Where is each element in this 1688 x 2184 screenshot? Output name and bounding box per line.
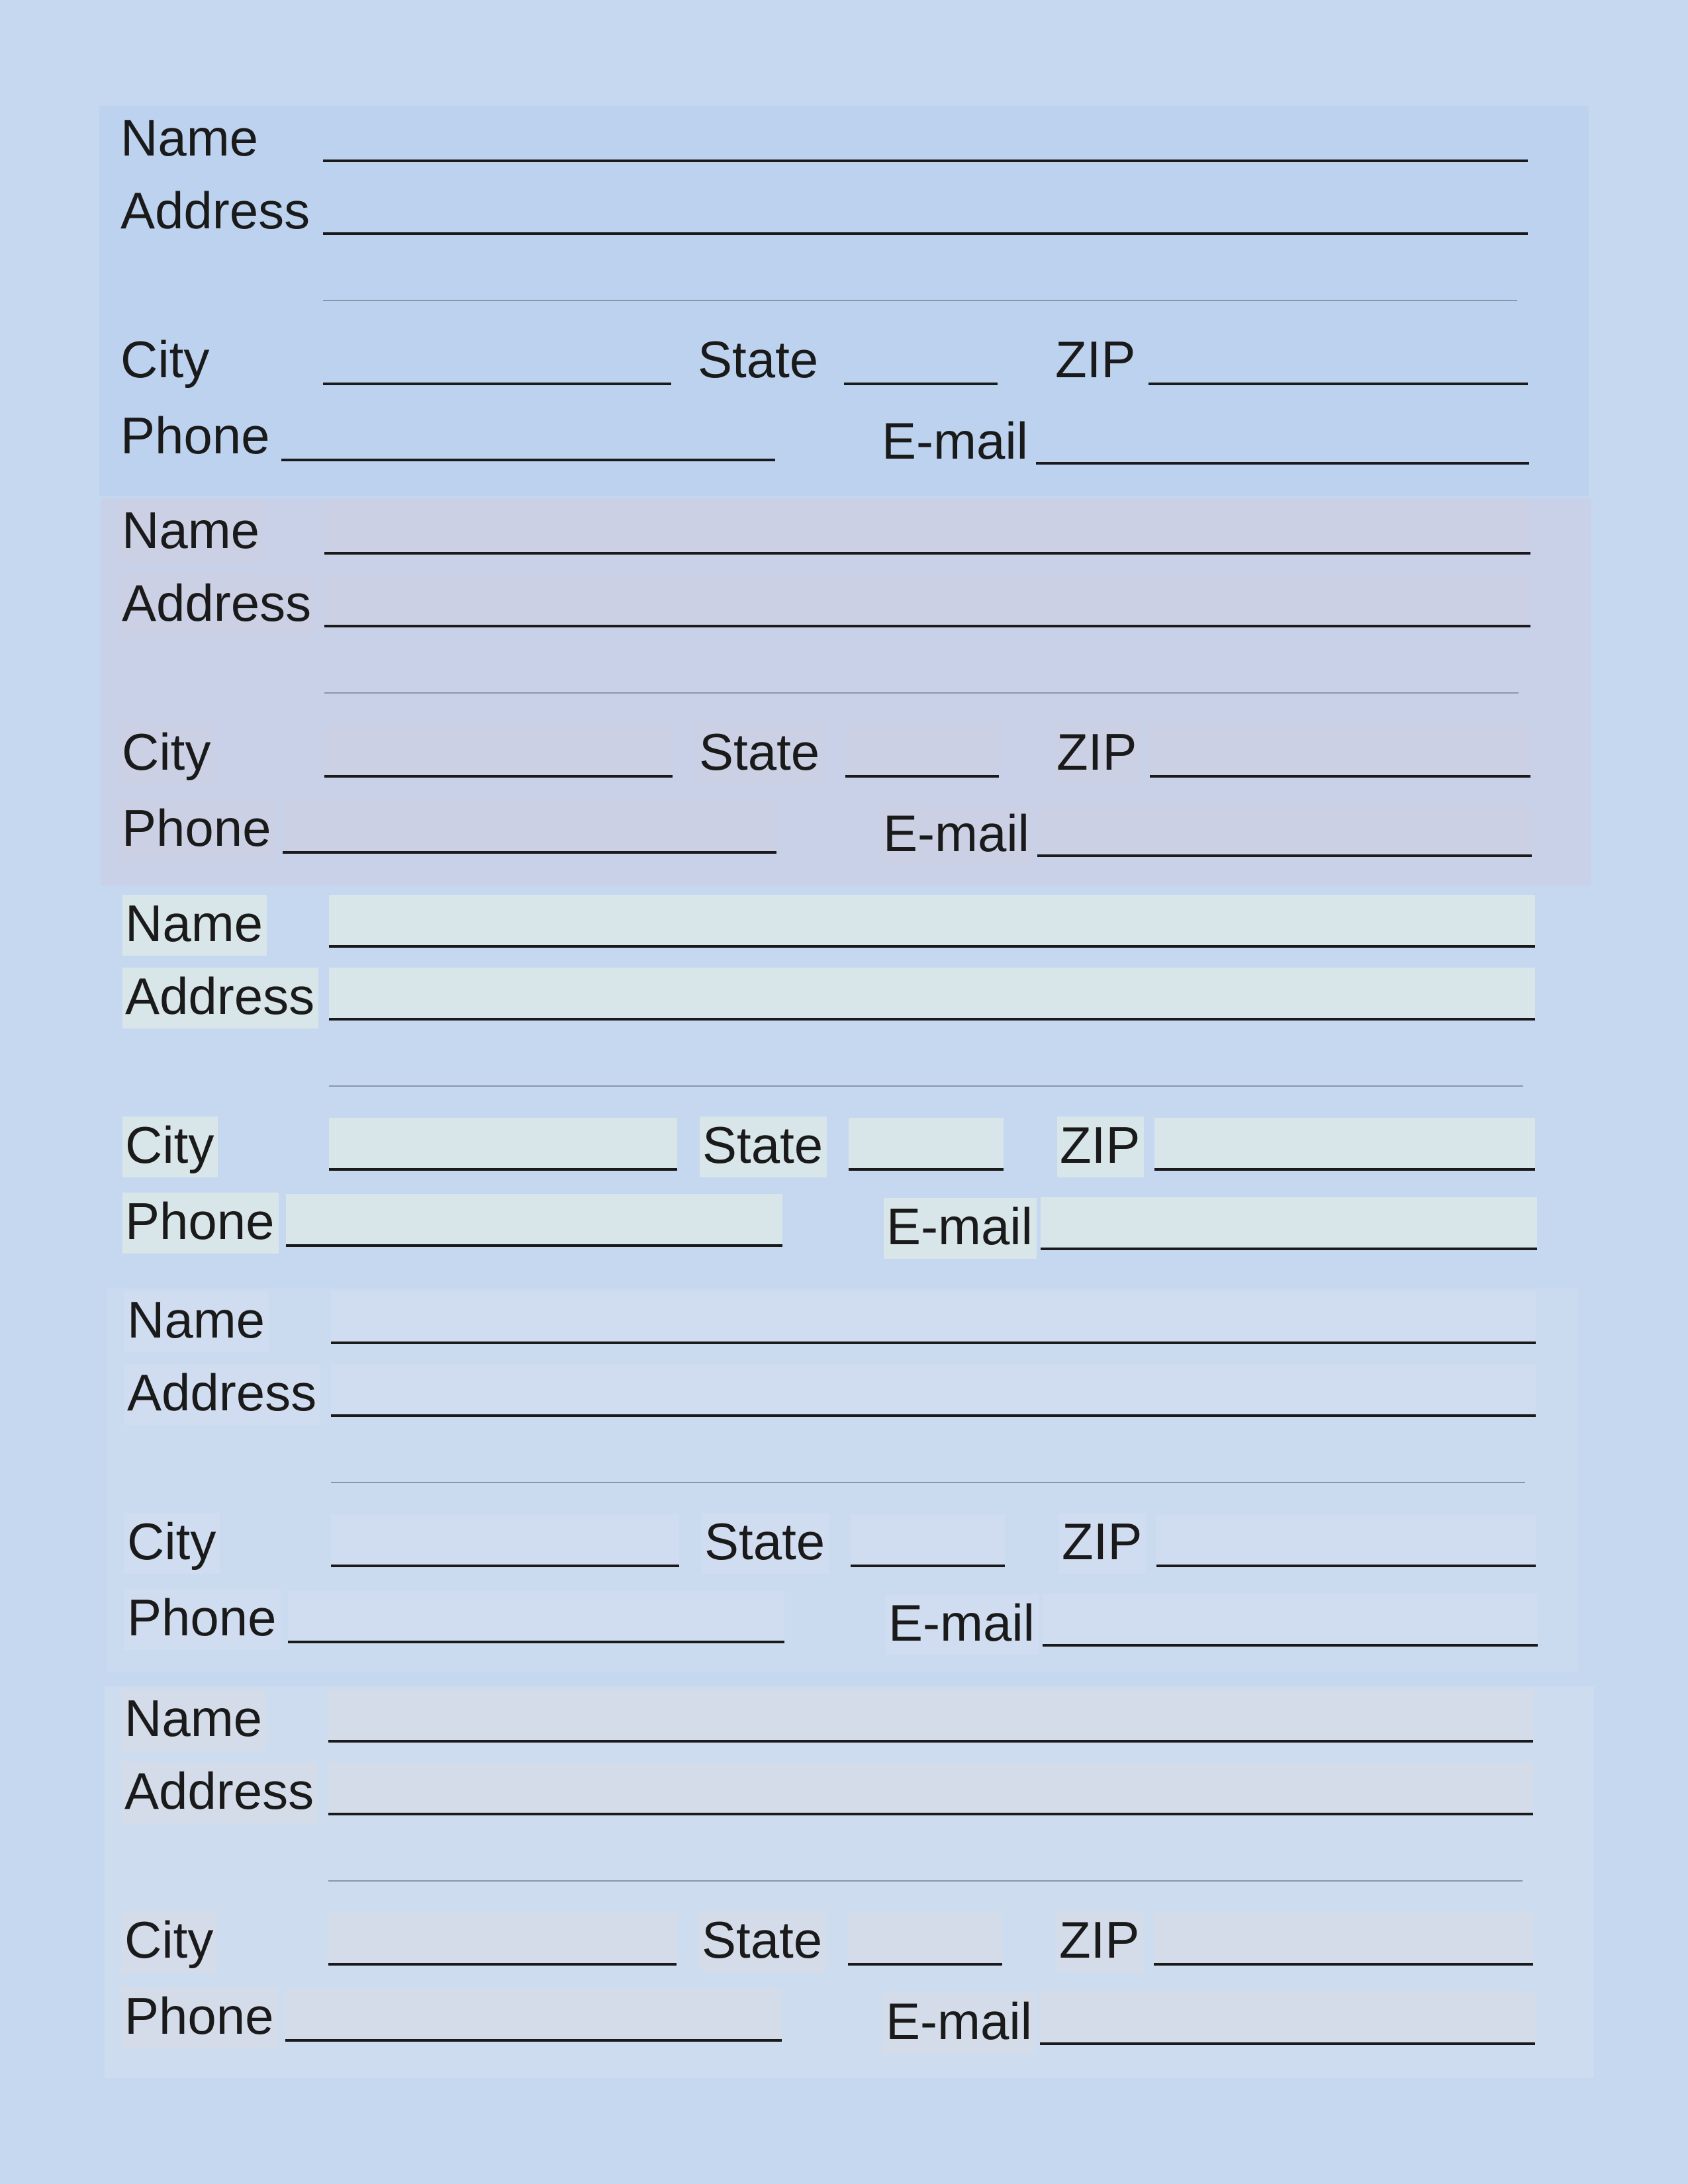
city-field[interactable] [328, 1913, 677, 1966]
state-field[interactable] [845, 725, 999, 778]
email-label: E-mail [882, 412, 1029, 470]
name-field[interactable] [324, 502, 1530, 555]
name-field[interactable] [329, 895, 1535, 948]
state-field[interactable] [851, 1514, 1005, 1567]
address-label: Address [120, 181, 310, 240]
city-label: City [119, 723, 214, 784]
zip-field[interactable] [1149, 332, 1528, 385]
zip-field[interactable] [1154, 1118, 1535, 1171]
email-label: E-mail [880, 805, 1033, 866]
state-field[interactable] [848, 1913, 1002, 1966]
zip-field[interactable] [1154, 1913, 1533, 1966]
zip-field[interactable] [1150, 725, 1530, 778]
city-field[interactable] [329, 1118, 677, 1171]
state-field[interactable] [849, 1118, 1004, 1171]
phone-label: Phone [120, 406, 270, 465]
address-line-2[interactable] [329, 1085, 1523, 1087]
city-label: City [124, 1513, 220, 1574]
state-label: State [702, 1513, 829, 1574]
zip-label: ZIP [1055, 330, 1136, 388]
phone-label: Phone [124, 1589, 281, 1650]
address-label: Address [122, 1762, 318, 1823]
address-field[interactable] [323, 182, 1528, 235]
address-line-2[interactable] [328, 1880, 1523, 1882]
email-label: E-mail [886, 1594, 1039, 1655]
email-label: E-mail [884, 1198, 1037, 1259]
city-label: City [122, 1116, 218, 1177]
address-field[interactable] [324, 574, 1530, 627]
name-label: Name [122, 1690, 266, 1751]
state-label: State [696, 723, 823, 784]
phone-label: Phone [122, 1987, 278, 2048]
zip-label: ZIP [1057, 1116, 1144, 1177]
address-field[interactable] [329, 968, 1535, 1021]
city-field[interactable] [323, 332, 671, 385]
address-line-2[interactable] [331, 1482, 1525, 1483]
name-label: Name [119, 502, 263, 563]
address-field[interactable] [331, 1364, 1536, 1417]
name-field[interactable] [331, 1291, 1536, 1344]
phone-field[interactable] [285, 1989, 782, 2042]
state-label: State [699, 1911, 826, 1972]
name-label: Name [122, 895, 267, 956]
email-label: E-mail [883, 1993, 1036, 2054]
name-field[interactable] [328, 1690, 1533, 1743]
address-entry-2 [0, 392, 1688, 862]
name-label: Name [120, 109, 259, 167]
address-line-2[interactable] [323, 300, 1517, 301]
name-label: Name [124, 1291, 269, 1352]
address-entry-1 [0, 0, 1688, 470]
zip-label: ZIP [1059, 1513, 1146, 1574]
city-label: City [120, 330, 210, 388]
phone-label: Phone [122, 1193, 279, 1253]
address-field[interactable] [328, 1762, 1533, 1815]
city-field[interactable] [331, 1514, 679, 1567]
name-field[interactable] [323, 109, 1528, 162]
zip-label: ZIP [1054, 723, 1141, 784]
address-label: Address [124, 1364, 320, 1425]
state-label: State [698, 330, 819, 388]
phone-label: Phone [119, 799, 275, 860]
email-field[interactable] [1040, 1992, 1535, 2045]
city-label: City [122, 1911, 217, 1972]
zip-field[interactable] [1156, 1514, 1536, 1567]
state-label: State [700, 1116, 827, 1177]
address-label: Address [122, 968, 318, 1028]
address-entry-5 [0, 1580, 1688, 2050]
address-label: Address [119, 574, 315, 635]
city-field[interactable] [324, 725, 673, 778]
address-entry-4 [0, 1182, 1688, 1652]
address-line-2[interactable] [324, 692, 1519, 694]
state-field[interactable] [844, 332, 998, 385]
address-entry-3 [0, 786, 1688, 1255]
zip-label: ZIP [1056, 1911, 1143, 1972]
